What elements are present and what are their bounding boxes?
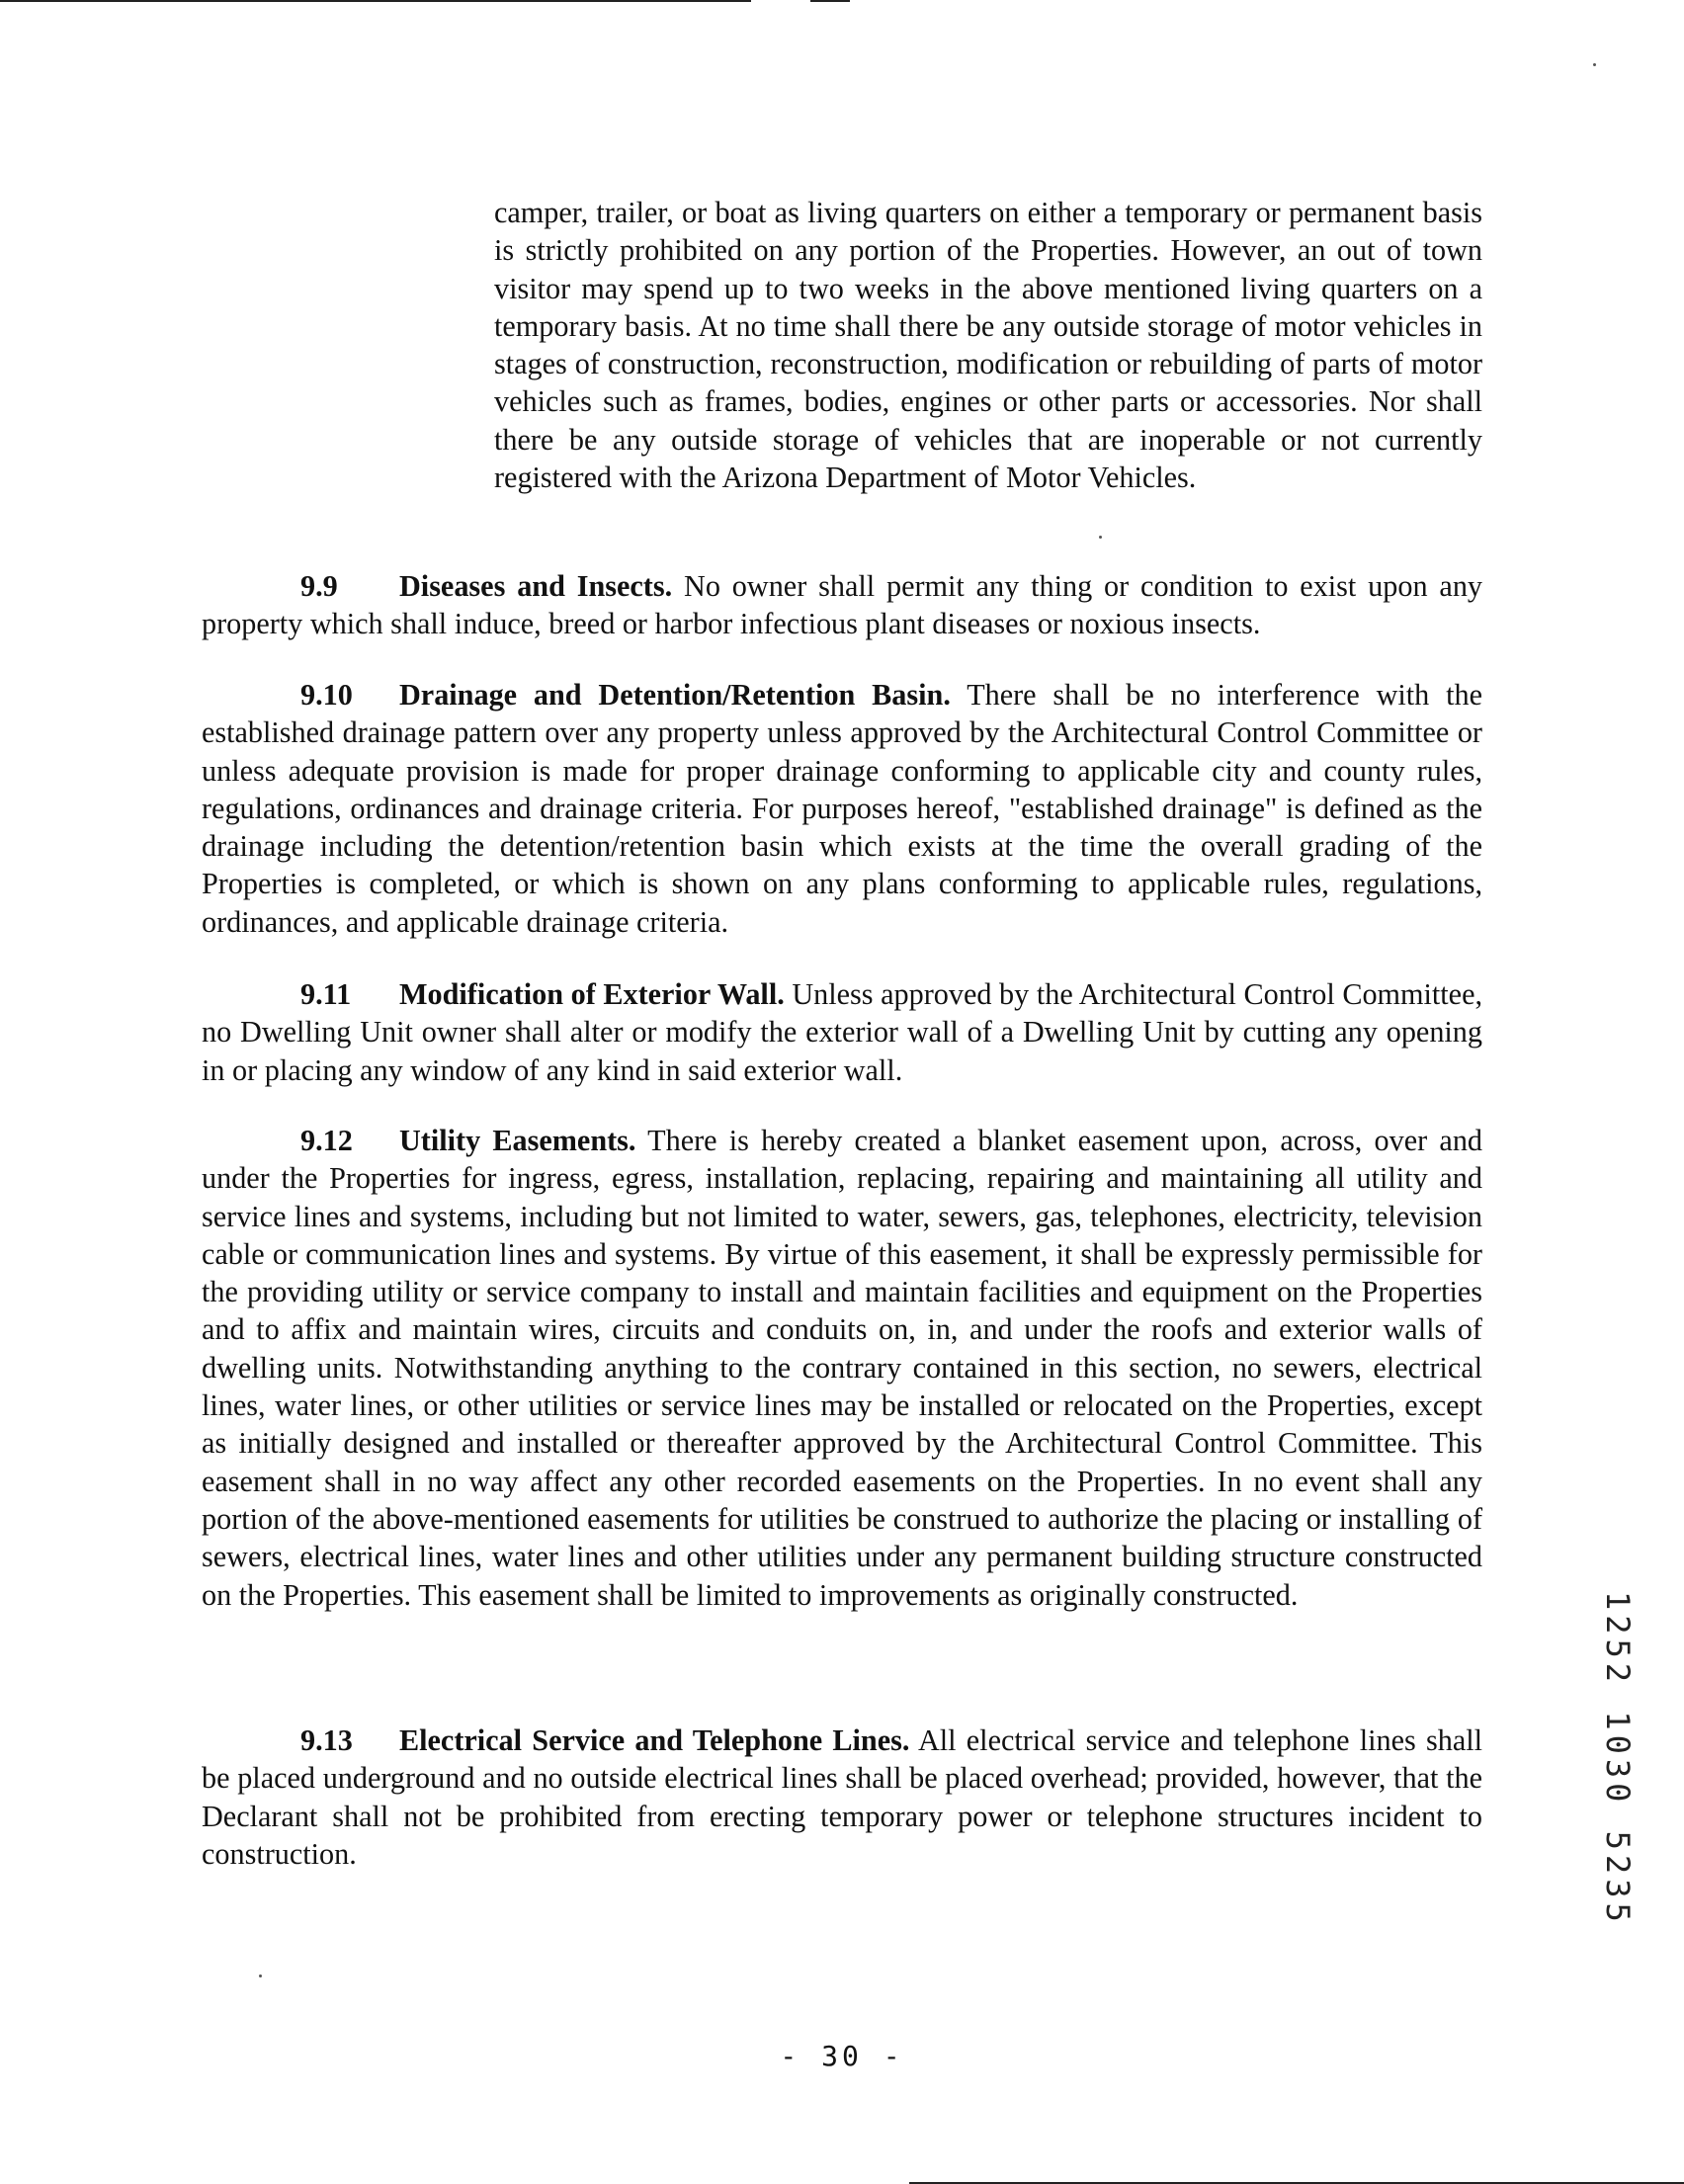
continued-paragraph	[494, 194, 1482, 496]
section-body: Unless approved by the Architectural Control Committee, no Dwelling Unit owner shall alter or modify the exterior wall of a Dwelling Unit by cutting any opening in or placing any window of any kind in said exterior wall.	[202, 977, 1483, 1087]
scan-speck	[1099, 536, 1102, 539]
page-number: - 30 -	[780, 2040, 904, 2072]
section-body: All electrical service and telephone lines shall be placed underground and no outside electrical lines shall be placed overhead; provided, however, that the Declarant shall not be prohibited from erecting temporary power or telephone structures incident to construction.	[202, 1723, 1482, 1871]
section-9-10	[202, 676, 1482, 941]
section-number: 9.13	[300, 1723, 353, 1757]
section-title: Utility Easements.	[399, 1124, 636, 1157]
section-body: There shall be no interference with the established drainage pattern over any property unless approved by the Architectural Control Committee or unless adequate provision is made for proper drainage conforming to applicable city and county rules, regulations, ordinances and drainage criteria. For purposes hereof, "established drainage" is defined as the drainage including the detention/retention basin which exists at the time the overall grading of the Properties is completed, or which is shown on any plans conforming to applicable rules, regulations, ordinances, and applicable drainage criteria.	[202, 678, 1482, 939]
recording-stamp-text: 1252 1030 5235	[1599, 1591, 1637, 1927]
section-body: There is hereby created a blanket easement upon, across, over and under the Properties for ingress, egress, installation, replacing, repairing and maintaining all utility and service lines and systems, including but not limited to water, sewers, gas, telephones, electricity, television cable or communication lines and systems. By virtue of this easement, it shall be expressly permissible for the providing utility or service company to install and maintain facilities and equipment on the Properties and to affix and maintain wires, circuits and conduits on, in, and under the roofs and exterior walls of dwelling units. Notwithstanding anything to the contrary contained in this section, no sewers, electrical lines, water lines, or other utilities or service lines may be installed or relocated on the Properties, except as initially designed and installed or thereafter approved by the Architectural Control Committee. This easement shall in no way affect any other recorded easements on the Properties. In no event shall any portion of the above-mentioned easements for utilities be construed to authorize the placing or installing of sewers, electrical lines, water lines and other utilities under any permanent building structure constructed on the Properties. This easement shall be limited to improvements as originally constructed.	[202, 1124, 1483, 1612]
section-9-11	[202, 975, 1482, 1089]
section-number: 9.12	[300, 1124, 353, 1157]
section-title: Drainage and Detention/Retention Basin.	[399, 678, 951, 712]
paragraph-text: camper, trailer, or boat as living quarters on either a temporary or permanent basis is strictly prohibited on any portion of the Properties. However, an out of town visitor may spend up to two weeks in the above mentioned living quarters on a temporary basis. At no time shall there be any outside storage of motor vehicles in stages of construction, reconstruction, modification or rebuilding of parts of motor vehicles such as frames, bodies, engines or other parts or accessories. Nor shall there be any outside storage of vehicles that are inoperable or not currently registered with the Arizona Department of Motor Vehicles.	[494, 196, 1482, 495]
section-body: No owner shall permit any thing or condition to exist upon any property which shall induce, breed or harbor infectious plant diseases or noxious insects.	[202, 569, 1483, 641]
section-title: Modification of Exterior Wall.	[399, 977, 785, 1011]
recording-stamp	[1599, 1591, 1660, 1927]
section-number: 9.10	[300, 678, 353, 712]
scan-speck	[1593, 63, 1596, 66]
section-number: 9.11	[300, 977, 352, 1011]
section-9-12	[202, 1122, 1482, 1614]
section-title: Electrical Service and Telephone Lines.	[399, 1723, 910, 1757]
scan-edge-line	[0, 0, 751, 2]
section-9-13	[202, 1722, 1482, 1873]
section-9-9	[202, 567, 1482, 643]
section-number: 9.9	[300, 569, 338, 603]
scan-edge-line	[810, 0, 850, 2]
section-title: Diseases and Insects.	[399, 569, 673, 603]
scan-speck	[259, 1974, 262, 1977]
